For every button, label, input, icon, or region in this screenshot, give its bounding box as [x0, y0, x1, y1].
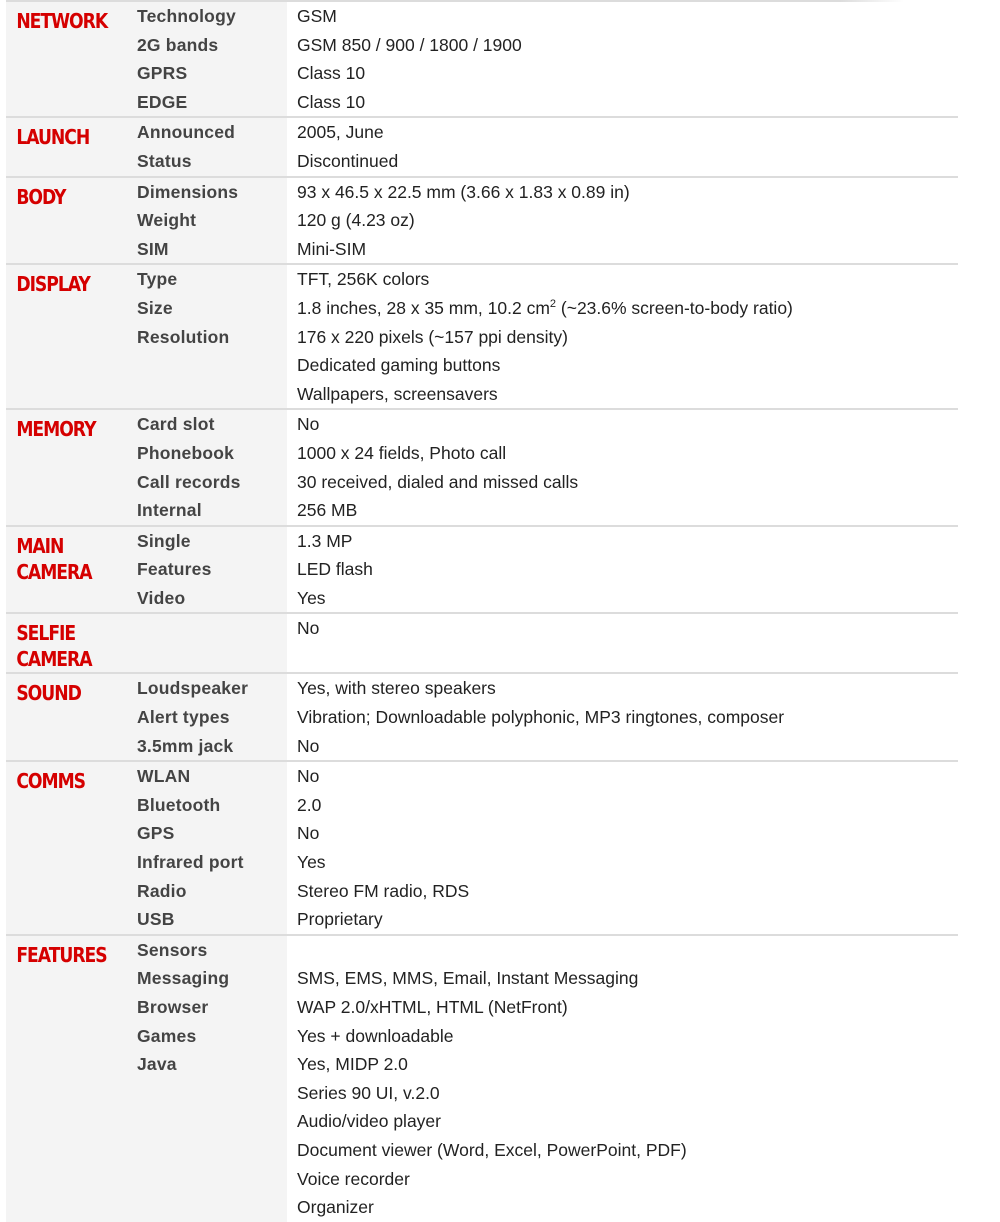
- spec-label: Infrared port: [123, 848, 287, 877]
- section-heading-cell: [6, 117, 123, 176]
- spec-row: [6, 1050, 958, 1079]
- spec-value: Organizer: [297, 1197, 374, 1218]
- section-heading: FEATURES: [16, 942, 107, 967]
- spec-label: Sensors: [123, 935, 287, 965]
- spec-value: Dedicated gaming buttons: [297, 355, 501, 376]
- spec-value: Yes + downloadable: [297, 1025, 454, 1046]
- spec-row: [6, 673, 958, 703]
- spec-label: GPS: [123, 819, 287, 848]
- spec-row: [6, 1165, 958, 1194]
- spec-label: Browser: [123, 993, 287, 1022]
- spec-value: 2005, June: [287, 117, 958, 147]
- spec-row: [6, 1022, 958, 1051]
- spec-label: [123, 351, 287, 380]
- spec-label: WLAN: [123, 761, 287, 791]
- spec-label: Loudspeaker: [123, 673, 287, 703]
- spec-value: 1.3 MP: [287, 526, 958, 556]
- spec-label: SIM: [123, 235, 287, 265]
- spec-row: [6, 439, 958, 468]
- spec-row: [6, 496, 958, 526]
- spec-value-superscript: 2: [549, 297, 557, 310]
- section-heading-cell: [6, 761, 123, 935]
- spec-value: Yes: [297, 587, 326, 608]
- section-heading: COMMS: [16, 769, 86, 794]
- section-heading-line: MAIN: [16, 533, 64, 558]
- spec-label: USB: [123, 905, 287, 935]
- spec-row: [6, 819, 958, 848]
- spec-row: [6, 1, 958, 31]
- spec-value: No: [287, 761, 958, 791]
- spec-row: [6, 643, 958, 673]
- spec-row: [6, 380, 958, 410]
- spec-label: Technology: [123, 1, 287, 31]
- spec-label: Dimensions: [123, 177, 287, 207]
- section-heading: SOUND: [16, 681, 81, 706]
- spec-row: [6, 964, 958, 993]
- spec-label: Single: [123, 526, 287, 556]
- spec-row: [6, 264, 958, 294]
- spec-label: Size: [123, 294, 287, 323]
- spec-row: [6, 294, 958, 323]
- spec-row: [6, 409, 958, 439]
- spec-label: 3.5mm jack: [123, 732, 287, 762]
- spec-row: [6, 1136, 958, 1165]
- spec-value: LED flash: [297, 559, 373, 580]
- spec-value: SMS, EMS, MMS, Email, Instant Messaging: [297, 968, 639, 989]
- spec-label: Status: [123, 147, 287, 177]
- spec-row: [6, 935, 958, 965]
- section-heading-cell: [6, 409, 123, 525]
- spec-value: [287, 935, 958, 965]
- spec-value: 1000 x 24 fields, Photo call: [297, 442, 507, 463]
- spec-row: [6, 703, 958, 732]
- spec-row: [6, 88, 958, 118]
- spec-row: [6, 235, 958, 265]
- spec-value: Discontinued: [297, 150, 399, 171]
- spec-value: No: [287, 613, 958, 643]
- spec-row: [6, 117, 958, 147]
- specs-table: [6, 0, 958, 1222]
- spec-row: [6, 147, 958, 177]
- spec-row: [6, 1079, 958, 1108]
- spec-value: [287, 294, 958, 323]
- spec-row: [6, 732, 958, 762]
- spec-label: 2G bands: [123, 31, 287, 60]
- spec-value: Yes: [297, 852, 326, 873]
- spec-label: Internal: [123, 496, 287, 526]
- spec-value: Class 10: [297, 91, 366, 112]
- spec-value: GSM: [287, 1, 958, 31]
- spec-label: Video: [123, 584, 287, 614]
- spec-label: [123, 1136, 287, 1165]
- spec-value: Class 10: [297, 63, 366, 84]
- spec-label: Announced: [123, 117, 287, 147]
- spec-row: [6, 177, 958, 207]
- spec-label: [123, 380, 287, 410]
- spec-row: [6, 877, 958, 906]
- spec-value: Series 90 UI, v.2.0: [297, 1082, 440, 1103]
- spec-row: [6, 1193, 958, 1222]
- spec-value: 2.0: [297, 794, 322, 815]
- spec-label: Alert types: [123, 703, 287, 732]
- section-heading-cell: [6, 935, 123, 1222]
- section-heading: NETWORK: [16, 9, 108, 33]
- spec-value: Mini-SIM: [297, 238, 367, 259]
- spec-label: [123, 1079, 287, 1108]
- spec-row: [6, 206, 958, 235]
- section-heading: LAUNCH: [16, 125, 90, 150]
- spec-label: [123, 643, 287, 673]
- spec-value: Audio/video player: [297, 1111, 441, 1132]
- spec-value: No: [287, 409, 958, 439]
- spec-value: Yes, with stereo speakers: [287, 673, 958, 703]
- spec-label: GPRS: [123, 59, 287, 88]
- spec-label: Bluetooth: [123, 791, 287, 820]
- spec-row: [6, 555, 958, 584]
- spec-row: [6, 905, 958, 935]
- top-right-fade: [840, 0, 1000, 60]
- section-heading-cell: [6, 526, 123, 614]
- spec-value-text-after: (~23.6% screen-to-body ratio): [556, 297, 793, 318]
- section-heading: MEMORY: [16, 417, 96, 442]
- spec-value: 120 g (4.23 oz): [297, 210, 415, 231]
- spec-label: Features: [123, 555, 287, 584]
- spec-row: [6, 848, 958, 877]
- section-heading: BODY: [16, 184, 66, 209]
- spec-label: Java: [123, 1050, 287, 1079]
- spec-row: [6, 613, 958, 643]
- spec-value: WAP 2.0/xHTML, HTML (NetFront): [297, 997, 568, 1017]
- spec-row: [6, 1107, 958, 1136]
- spec-row: [6, 584, 958, 614]
- spec-value: Vibration; Downloadable polyphonic, MP3 ringtones, composer: [297, 707, 785, 728]
- spec-label: Resolution: [123, 323, 287, 352]
- spec-label: [123, 1107, 287, 1136]
- spec-label: Radio: [123, 877, 287, 906]
- spec-row: [6, 468, 958, 497]
- section-heading-line: SELFIE: [16, 621, 76, 646]
- spec-value: Document viewer (Word, Excel, PowerPoint, PDF): [297, 1139, 687, 1160]
- spec-row: [6, 526, 958, 556]
- spec-value: GSM 850 / 900 / 1800 / 1900: [297, 34, 522, 55]
- section-heading-cell: [6, 673, 123, 761]
- section-heading-cell: [6, 177, 123, 265]
- spec-row: [6, 59, 958, 88]
- spec-label: [123, 1165, 287, 1194]
- spec-label: Games: [123, 1022, 287, 1051]
- spec-row: [6, 323, 958, 352]
- spec-label: Call records: [123, 468, 287, 497]
- spec-row: [6, 761, 958, 791]
- spec-row: [6, 791, 958, 820]
- spec-label: Weight: [123, 206, 287, 235]
- spec-label: [123, 1193, 287, 1222]
- section-heading-line: CAMERA: [16, 647, 92, 672]
- spec-value: No: [297, 735, 320, 756]
- spec-value: 93 x 46.5 x 22.5 mm (3.66 x 1.83 x 0.89 in): [287, 177, 958, 207]
- spec-value: No: [297, 823, 320, 844]
- spec-label: Type: [123, 264, 287, 294]
- section-heading-cell: [6, 264, 123, 409]
- spec-value: Proprietary: [297, 909, 383, 930]
- section-heading: DISPLAY: [16, 272, 90, 297]
- section-heading-cell: [6, 1, 123, 117]
- spec-value: 176 x 220 pixels (~157 ppi density): [297, 326, 568, 347]
- spec-value: Wallpapers, screensavers: [297, 383, 498, 404]
- spec-label: Messaging: [123, 964, 287, 993]
- spec-value-text: 1.8 inches, 28 x 35 mm, 10.2 cm: [297, 297, 550, 318]
- spec-label: Phonebook: [123, 439, 287, 468]
- spec-row: [6, 31, 958, 60]
- spec-row: [6, 993, 958, 1022]
- spec-label: EDGE: [123, 88, 287, 118]
- spec-label: [123, 613, 287, 643]
- spec-value: TFT, 256K colors: [287, 264, 958, 294]
- spec-value: Yes, MIDP 2.0: [297, 1054, 408, 1075]
- spec-value: [287, 643, 958, 673]
- spec-value: 256 MB: [297, 500, 358, 521]
- spec-value: Voice recorder: [297, 1168, 410, 1189]
- spec-row: [6, 351, 958, 380]
- section-heading-cell: [6, 613, 123, 673]
- spec-label: Card slot: [123, 409, 287, 439]
- spec-value: Stereo FM radio, RDS: [297, 880, 470, 901]
- section-heading-line: CAMERA: [16, 559, 92, 584]
- spec-value: 30 received, dialed and missed calls: [297, 471, 579, 492]
